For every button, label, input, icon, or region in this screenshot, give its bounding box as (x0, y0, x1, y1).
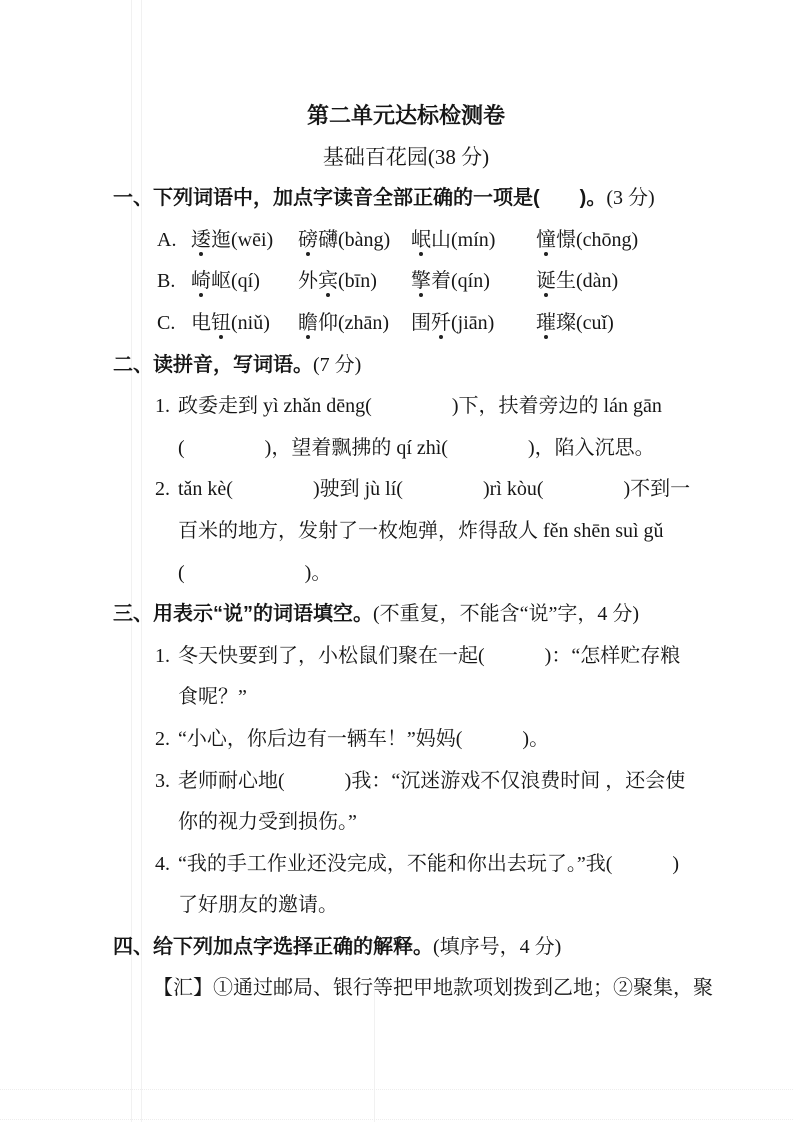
dotted-char: 瞻 (298, 311, 318, 334)
section-score: (填序号，4 分) (433, 935, 562, 958)
section-number: 一、 (113, 187, 153, 210)
question-item (155, 719, 699, 761)
dotted-char: 磅 (298, 228, 318, 251)
paper-title: 第二单元达标检测卷 (306, 103, 505, 128)
term-text: 礴 (318, 228, 338, 251)
paper-content (113, 95, 713, 1010)
section-title: 用表示“说”的词语填空。 (153, 603, 373, 626)
section-score: (不重复，不能含“说”字，4 分) (373, 603, 640, 626)
option-term (536, 303, 614, 345)
term-text: 璨 (556, 311, 576, 334)
question-item (155, 386, 699, 469)
section-1-heading (113, 178, 699, 220)
item-line: 了好朋友的邀请。 (178, 894, 338, 917)
pinyin: (mín) (451, 228, 496, 251)
dotted-char: 璀 (536, 311, 556, 334)
term-text: 岖 (211, 270, 231, 293)
term-text: 迤 (211, 228, 231, 251)
section-1-pronunciation-choice (113, 178, 699, 344)
glossary-entry-line: 【汇】①通过邮局、银行等把甲地款项划拨到乙地；②聚集，聚 (153, 977, 713, 1000)
term-text: 电 (191, 311, 211, 334)
pinyin: (wēi) (231, 228, 274, 251)
option-term (411, 261, 536, 303)
item-line: “我的手工作业还没完成，不能和你出去玩了。”我( ) (178, 852, 680, 875)
pinyin: (bàng) (338, 228, 391, 251)
term-text: 山 (431, 228, 451, 251)
item-line: 冬天快要到了，小松鼠们聚在一起( )：“怎样贮存粮 (178, 644, 681, 667)
option-term (298, 303, 411, 345)
term-text: 围 (411, 311, 431, 334)
option-term (191, 220, 298, 262)
dotted-char: 憧 (536, 228, 556, 251)
scan-artifact-line (0, 1089, 793, 1090)
pinyin: (cuǐ) (576, 311, 614, 334)
term-text: 生 (556, 270, 576, 293)
item-text (178, 636, 699, 719)
item-text (178, 469, 699, 594)
item-number: 2. (155, 727, 170, 750)
item-line: 百米的地方，发射了一枚炮弹，炸得敌人 fěn shēn suì gǔ (178, 519, 664, 542)
paper-subtitle: 基础百花园(38 分) (322, 144, 490, 169)
question-item (155, 469, 699, 594)
section-number: 四、 (113, 935, 153, 958)
option-term (298, 220, 411, 262)
option-term (536, 261, 618, 303)
section-3-heading (113, 594, 699, 636)
dotted-char: 擎 (411, 270, 431, 293)
dotted-char: 诞 (536, 270, 556, 293)
section-title: 下列词语中，加点字读音全部正确的一项是( )。 (153, 187, 607, 210)
item-line: “小心，你后边有一辆车！”妈妈( )。 (178, 727, 550, 750)
item-line: ( )，望着飘拂的 qí zhì( )，陷入沉思。 (178, 436, 655, 459)
question-item (155, 844, 699, 927)
option-label: B. (157, 270, 176, 293)
item-number: 1. (155, 644, 170, 667)
question-item (155, 761, 699, 844)
section-3-say-words-fill-blank (113, 594, 699, 927)
dotted-char: 歼 (431, 311, 451, 334)
section-4-word-meaning-choice (113, 927, 713, 1010)
item-number: 2. (155, 478, 170, 501)
option-term (536, 220, 638, 262)
item-line: tǎn kè( )驶到 jù lí( )rì kòu( )不到一 (178, 478, 691, 501)
item-number: 4. (155, 852, 170, 875)
section-4-heading (113, 927, 699, 969)
dotted-char: 崎 (191, 270, 211, 293)
item-text (178, 719, 699, 761)
section-score: (3 分) (606, 187, 655, 210)
section-2-pinyin-writing (113, 345, 699, 595)
section-number: 二、 (113, 353, 153, 376)
choice-option-a (157, 220, 699, 262)
item-text (178, 386, 699, 469)
section-number: 三、 (113, 603, 153, 626)
pinyin: (qín) (451, 270, 490, 293)
item-text (178, 844, 699, 927)
dotted-char: 逶 (191, 228, 211, 251)
choice-option-b (157, 261, 699, 303)
item-text (178, 761, 699, 844)
term-text: 外 (298, 270, 318, 293)
scan-artifact-line (0, 1119, 793, 1120)
item-line: 食呢？” (178, 686, 247, 709)
dotted-char: 钮 (211, 311, 231, 334)
term-text: 憬 (556, 228, 576, 251)
choice-option-c (157, 303, 699, 345)
item-number: 3. (155, 769, 170, 792)
option-term (191, 261, 298, 303)
term-text: 仰 (318, 311, 338, 334)
section-title: 读拼音，写词语。 (153, 353, 313, 376)
pinyin: (zhān) (338, 311, 390, 334)
option-term (411, 220, 536, 262)
item-line: 政委走到 yì zhǎn dēng( )下，扶着旁边的 lán gān (178, 395, 662, 418)
section-2-heading (113, 345, 699, 387)
item-number: 1. (155, 395, 170, 418)
question-item (155, 636, 699, 719)
item-line: 老师耐心地( )我：“沉迷游戏不仅浪费时间 ，还会使 (178, 769, 686, 792)
pinyin: (dàn) (576, 270, 619, 293)
pinyin: (niǔ) (231, 311, 270, 334)
item-line: 你的视力受到损伤。” (178, 811, 357, 834)
pinyin: (chōng) (576, 228, 639, 251)
option-term (298, 261, 411, 303)
pinyin: (bīn) (338, 270, 377, 293)
dotted-char: 岷 (411, 228, 431, 251)
pinyin: (jiān) (451, 311, 495, 334)
section-score: (7 分) (313, 353, 362, 376)
term-text: 着 (431, 270, 451, 293)
dotted-char: 宾 (318, 270, 338, 293)
item-line: ( )。 (178, 561, 332, 584)
option-label: A. (157, 228, 177, 251)
option-label: C. (157, 311, 176, 334)
option-term (411, 303, 536, 345)
option-term (191, 303, 298, 345)
pinyin: (qí) (231, 270, 260, 293)
section-title: 给下列加点字选择正确的解释。 (153, 935, 433, 958)
